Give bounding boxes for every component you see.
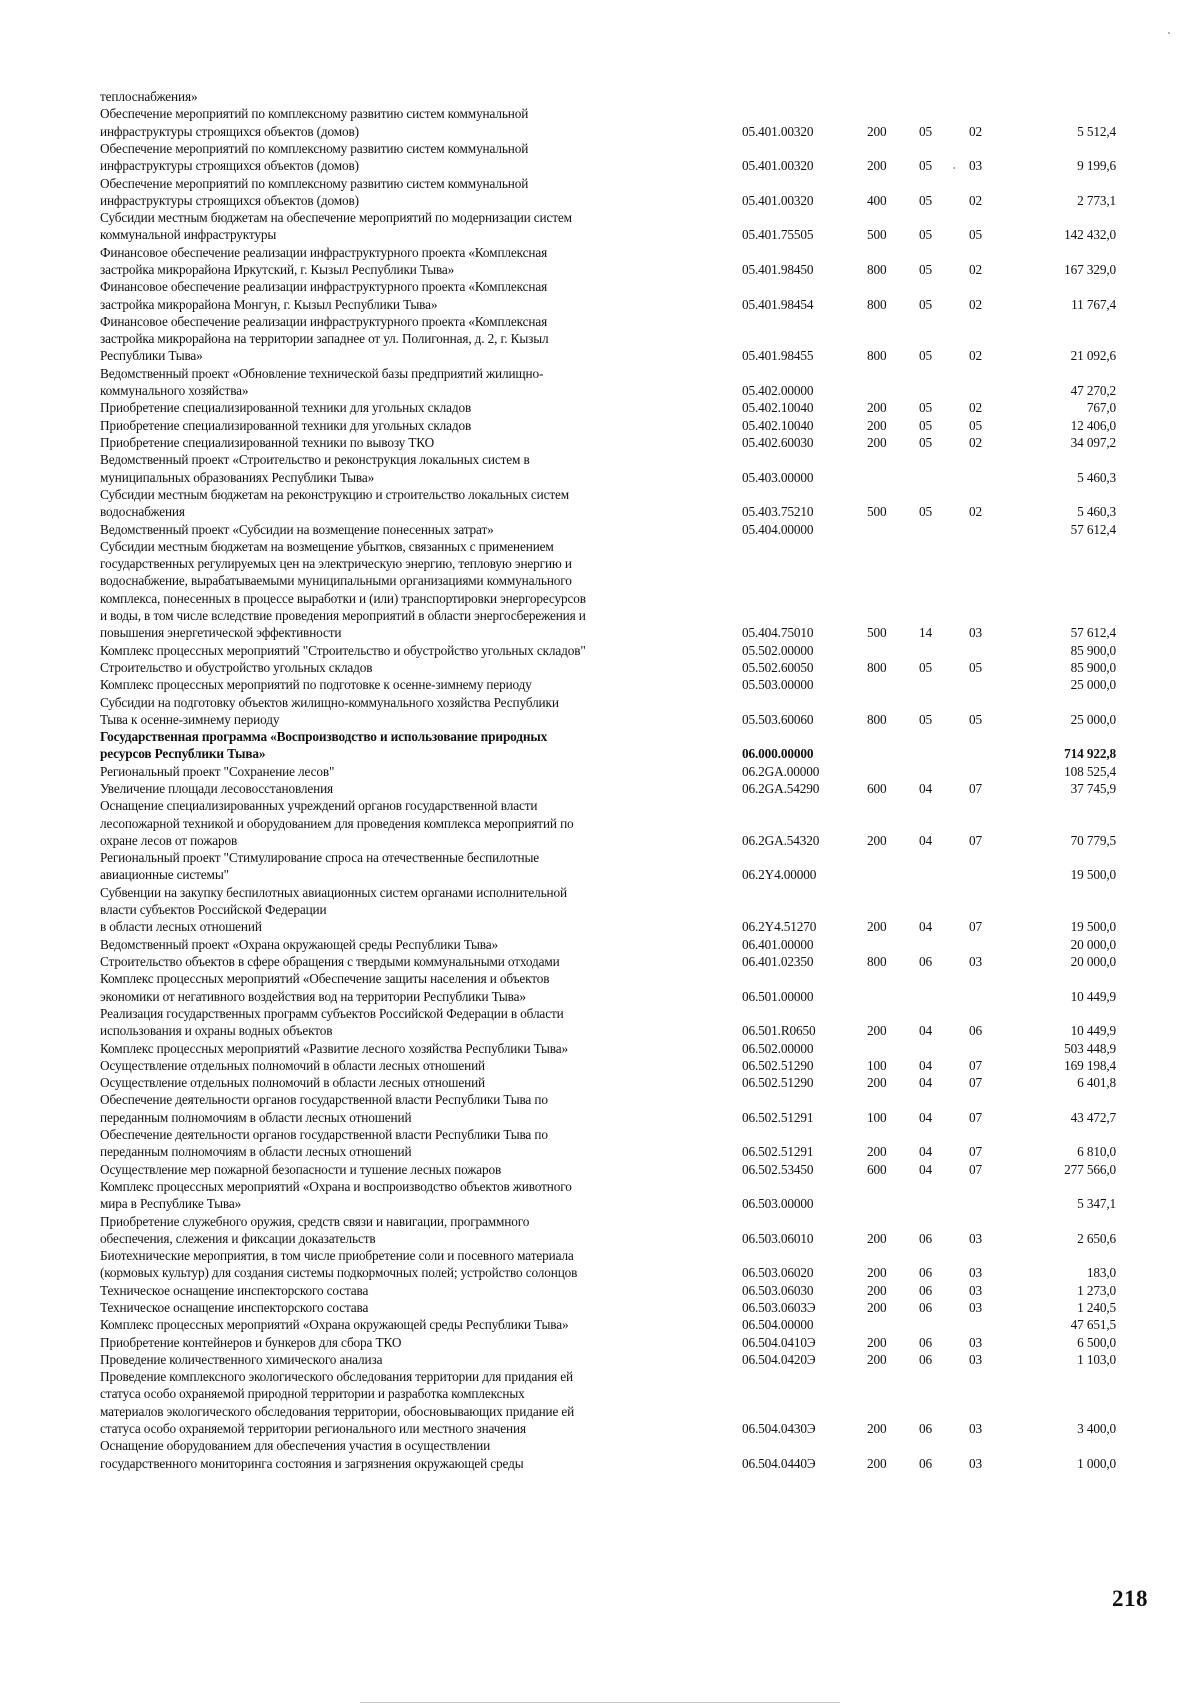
row-code: 05.404.75010	[742, 625, 814, 641]
row-sum: 142 432,0	[1064, 227, 1116, 243]
row-sum: 767,0	[1086, 400, 1116, 416]
row-name: Техническое оснащение инспекторского состава	[100, 1300, 369, 1315]
row-code: 06.504.0440Э	[742, 1455, 816, 1471]
row-code: 05.404.00000	[742, 521, 814, 537]
row-sum: 167 329,0	[1064, 261, 1116, 277]
row-code: 06.000.00000	[742, 746, 814, 762]
row-name: Ведомственный проект «Охрана окружающей среды Республики Тыва»	[100, 936, 499, 952]
page-number: 218	[1112, 1586, 1148, 1611]
row-code: 06.504.0420Э	[742, 1351, 816, 1367]
row-sum: 25 000,0	[1070, 711, 1116, 727]
row-code: 06.401.00000	[742, 936, 814, 952]
table-row	[0, 953, 1200, 970]
table-row	[0, 936, 1200, 953]
row-section: 06	[919, 1421, 932, 1437]
row-section: 06	[919, 1455, 932, 1471]
row-code: 06.504.0430Э	[742, 1421, 816, 1437]
row-sum: 37 745,9	[1070, 781, 1116, 796]
row-sum: 57 612,4	[1070, 625, 1116, 641]
row-sum: 1 103,0	[1077, 1351, 1116, 1367]
row-name: Субсидии на подготовку объектов жилищно-коммунального хозяйства Республики Тыва к осенне-зимнему периоду	[100, 694, 559, 727]
row-code: 06.502.51290	[742, 1057, 814, 1073]
table-row	[0, 434, 1200, 451]
row-name: Комплекс процессных мероприятий «Развитие лесного хозяйства Республики Тыва»	[100, 1040, 568, 1056]
row-sum: 6 500,0	[1077, 1334, 1116, 1350]
row-expense-type: 200	[867, 1334, 887, 1350]
row-code: 05.502.00000	[742, 642, 814, 658]
table-row	[0, 1334, 1200, 1351]
row-subsection: 05	[969, 227, 982, 243]
row-section: 05	[919, 504, 932, 520]
row-expense-type: 500	[867, 227, 887, 243]
table-row	[0, 676, 1200, 693]
table-row	[0, 1247, 1200, 1282]
table-row	[0, 1351, 1200, 1368]
row-sum: 108 525,4	[1064, 763, 1116, 779]
row-sum: 5 512,4	[1077, 123, 1116, 139]
row-sum: 25 000,0	[1070, 677, 1116, 693]
row-section: 06	[919, 1334, 932, 1350]
table-row	[0, 1040, 1200, 1057]
row-expense-type: 200	[867, 1023, 887, 1039]
row-name: Обеспечение мероприятий по комплексному развитию систем коммунальной инфраструктуры строящихся объектов (домов)	[100, 106, 529, 139]
row-expense-type: 800	[867, 659, 887, 675]
row-name: Техническое оснащение инспекторского состава	[100, 1282, 369, 1298]
row-section: 14	[919, 625, 932, 641]
row-code: 06.502.00000	[742, 1040, 814, 1056]
row-name: Региональный проект "Стимулирование спроса на отечественные беспилотные авиационные системы"	[100, 850, 540, 883]
row-sum: 85 900,0	[1070, 659, 1116, 675]
row-name: Субвенции на закупку беспилотных авиационных систем органами исполнительной власти субъектов Российской Федерации в области лесных отношений	[100, 884, 567, 935]
table-row	[0, 209, 1200, 244]
row-code: 06.503.06030	[742, 1282, 814, 1298]
row-code: 06.2GA.54290	[742, 781, 820, 796]
table-row	[0, 694, 1200, 729]
row-expense-type: 600	[867, 781, 887, 796]
row-section: 04	[919, 1109, 932, 1125]
row-section: 05	[919, 296, 932, 312]
row-subsection: 02	[969, 348, 982, 364]
row-code: 05.402.10040	[742, 400, 814, 416]
row-name: Проведение комплексного экологического обследования территории для придания ей статуса особо охраняемой природной территории и разработка комплексных материалов экологического обследования территории, обосновывающих придание ей статуса особо охраняемой территории регионального или местного значения	[100, 1369, 575, 1437]
row-sum: 183,0	[1086, 1265, 1116, 1281]
row-section: 05	[919, 417, 932, 433]
row-code: 05.401.98454	[742, 296, 814, 312]
row-name: Комплекс процессных мероприятий по подготовке к осенне-зимнему периоду	[100, 677, 532, 693]
row-expense-type: 100	[867, 1057, 887, 1073]
table-row	[0, 763, 1200, 780]
row-expense-type: 200	[867, 1421, 887, 1437]
row-sum: 21 092,6	[1070, 348, 1116, 364]
row-subsection: 02	[969, 400, 982, 416]
table-row	[0, 797, 1200, 849]
row-subsection: 02	[969, 192, 982, 208]
row-subsection: 03	[969, 1455, 982, 1471]
table-row	[0, 1161, 1200, 1178]
row-code: 06.2Y4.00000	[742, 867, 817, 883]
row-name: Субсидии местным бюджетам на обеспечение мероприятий по модернизации систем коммунальной инфраструктуры	[100, 210, 572, 243]
row-expense-type: 200	[867, 1230, 887, 1246]
row-name: Проведение количественного химического анализа	[100, 1351, 383, 1367]
row-subsection: 03	[969, 1421, 982, 1437]
row-name: Оснащение оборудованием для обеспечения участия в осуществлении государственного мониторинга состояния и загрязнения окружающей среды	[100, 1438, 524, 1471]
row-code: 06.502.51291	[742, 1109, 814, 1125]
row-sum: 19 500,0	[1070, 919, 1116, 935]
row-expense-type: 800	[867, 348, 887, 364]
row-sum: 6 401,8	[1077, 1075, 1116, 1091]
row-section: 05	[919, 400, 932, 416]
row-sum: 10 449,9	[1070, 1023, 1116, 1039]
table-row	[0, 1316, 1200, 1333]
row-name: Ведомственный проект «Субсидии на возмещение понесенных затрат»	[100, 521, 494, 537]
row-subsection: 02	[969, 504, 982, 520]
row-name: Приобретение специализированной техники по вывозу ТКО	[100, 435, 435, 450]
row-sum: 5 460,3	[1077, 504, 1116, 520]
row-subsection: 07	[969, 781, 982, 796]
row-expense-type: 800	[867, 711, 887, 727]
row-expense-type: 200	[867, 158, 887, 174]
row-sum: 9 199,6	[1077, 158, 1116, 174]
row-section: 04	[919, 1075, 932, 1091]
row-section: 06	[919, 1265, 932, 1281]
row-sum: 10 449,9	[1070, 988, 1116, 1004]
row-sum: 11 767,4	[1071, 296, 1116, 312]
row-section: 05	[919, 123, 932, 139]
scan-speck	[953, 167, 955, 169]
row-expense-type: 800	[867, 954, 887, 969]
row-expense-type: 200	[867, 400, 887, 416]
row-section: 05	[919, 192, 932, 208]
row-code: 05.401.00320	[742, 158, 814, 174]
row-expense-type: 800	[867, 261, 887, 277]
row-section: 05	[919, 348, 932, 364]
table-row	[0, 175, 1200, 210]
row-section: 04	[919, 1144, 932, 1160]
row-expense-type: 200	[867, 435, 887, 450]
row-name: Осуществление отдельных полномочий в области лесных отношений	[100, 1057, 486, 1073]
table-row	[0, 728, 1200, 763]
row-code: 06.2GA.54320	[742, 832, 820, 848]
row-name: Обеспечение деятельности органов государственной власти Республики Тыва по переданным полномочиям в области лесных отношений	[100, 1092, 548, 1125]
row-name: Обеспечение мероприятий по комплексному развитию систем коммунальной инфраструктуры строящихся объектов (домов)	[100, 175, 529, 208]
row-code: 06.503.00000	[742, 1196, 814, 1212]
row-section: 04	[919, 832, 932, 848]
row-code: 06.501.R0650	[742, 1023, 816, 1039]
table-row	[0, 417, 1200, 434]
row-name: Комплекс процессных мероприятий "Строительство и обустройство угольных складов"	[100, 642, 586, 658]
row-code: 05.503.00000	[742, 677, 814, 693]
table-row	[0, 1368, 1200, 1437]
row-code: 06.502.53450	[742, 1161, 814, 1177]
row-subsection: 03	[969, 1282, 982, 1298]
row-sum: 6 810,0	[1077, 1144, 1116, 1160]
table-row	[0, 1178, 1200, 1213]
row-name: Оснащение специализированных учреждений органов государственной власти лесопожарной техникой и оборудованием для проведения комплекса мероприятий по охране лесов от пожаров	[100, 798, 574, 848]
row-name: Финансовое обеспечение реализации инфраструктурного проекта «Комплексная застройка микрорайона Иркутский, г. Кызыл Республики Тыва»	[100, 244, 548, 277]
row-code: 06.2Y4.51270	[742, 919, 817, 935]
table-row	[0, 451, 1200, 486]
table-row	[0, 659, 1200, 676]
row-name: Обеспечение мероприятий по комплексному развитию систем коммунальной инфраструктуры строящихся объектов (домов)	[100, 140, 529, 174]
row-code: 05.401.75505	[742, 227, 814, 243]
row-code: 05.401.00320	[742, 123, 814, 139]
row-section: 06	[919, 1351, 932, 1367]
row-name: Осуществление отдельных полномочий в области лесных отношений	[100, 1075, 486, 1091]
row-subsection: 07	[969, 1109, 982, 1125]
row-subsection: 03	[969, 625, 982, 641]
row-sum: 43 472,7	[1070, 1109, 1116, 1125]
table-row	[0, 1437, 1200, 1472]
row-section: 04	[919, 1023, 932, 1039]
row-name: Увеличение площади лесовосстановления	[100, 781, 334, 796]
table-row	[0, 884, 1200, 936]
row-expense-type: 200	[867, 1144, 887, 1160]
row-name: Финансовое обеспечение реализации инфраструктурного проекта «Комплексная застройка микрорайона Монгун, г. Кызыл Республики Тыва»	[100, 279, 548, 312]
table-row	[0, 780, 1200, 797]
row-sum: 1 000,0	[1077, 1455, 1116, 1471]
row-code: 06.504.00000	[742, 1317, 814, 1333]
row-sum: 12 406,0	[1070, 417, 1116, 433]
row-subsection: 05	[969, 711, 982, 727]
row-section: 05	[919, 435, 932, 450]
row-code: 05.401.98455	[742, 348, 814, 364]
row-name: Строительство объектов в сфере обращения с твердыми коммунальными отходами	[100, 954, 560, 969]
table-row	[0, 278, 1200, 313]
row-code: 06.401.02350	[742, 954, 814, 969]
row-subsection: 03	[969, 1230, 982, 1246]
row-name: Комплекс процессных мероприятий «Охрана и воспроизводство объектов животного мира в Республике Тыва»	[100, 1178, 572, 1212]
row-name: Ведомственный проект «Обновление технической базы предприятий жилищно- коммунального хозяйства»	[100, 365, 544, 399]
row-sum: 1 240,5	[1077, 1300, 1116, 1315]
row-section: 06	[919, 1300, 932, 1315]
row-name: Ведомственный проект «Строительство и реконструкция локальных систем в муниципальных образованиях Республики Тыва»	[100, 452, 530, 485]
table-row	[0, 1299, 1200, 1316]
row-code: 06.504.0410Э	[742, 1334, 816, 1350]
row-subsection: 02	[969, 123, 982, 139]
row-expense-type: 600	[867, 1161, 887, 1177]
row-section: 04	[919, 1057, 932, 1073]
row-expense-type: 100	[867, 1109, 887, 1125]
table-row	[0, 1091, 1200, 1126]
scan-speck	[1168, 32, 1170, 34]
table-row	[0, 642, 1200, 659]
row-expense-type: 500	[867, 504, 887, 520]
table-row	[0, 1005, 1200, 1040]
row-section: 05	[919, 227, 932, 243]
table-row	[0, 140, 1200, 175]
row-subsection: 07	[969, 1057, 982, 1073]
row-name: Комплекс процессных мероприятий «Обеспечение защиты населения и объектов экономики от негативного воздействия вод на территории Республики Тыва»	[100, 971, 550, 1004]
row-subsection: 02	[969, 296, 982, 312]
row-section: 06	[919, 1282, 932, 1298]
row-name: Осуществление мер пожарной безопасности и тушение лесных пожаров	[100, 1161, 502, 1177]
row-sum: 714 922,8	[1064, 746, 1116, 762]
row-expense-type: 200	[867, 1300, 887, 1315]
row-name: Государственная программа «Воспроизводство и использование природных ресурсов Республики Тыва»	[100, 729, 548, 762]
table-row	[0, 105, 1200, 140]
row-section: 05	[919, 158, 932, 174]
row-code: 05.403.75210	[742, 504, 814, 520]
row-code: 05.502.60050	[742, 659, 814, 675]
row-sum: 20 000,0	[1070, 936, 1116, 952]
row-code: 06.503.06020	[742, 1265, 814, 1281]
row-code: 05.402.60030	[742, 435, 814, 450]
table-row	[0, 1213, 1200, 1248]
row-code: 05.403.00000	[742, 469, 814, 485]
row-code: 06.503.06010	[742, 1230, 814, 1246]
row-name: Региональный проект "Сохранение лесов"	[100, 763, 335, 779]
table-row	[0, 521, 1200, 538]
row-name: Приобретение служебного оружия, средств связи и навигации, программного обеспечения, слежения и фиксации доказательств	[100, 1213, 530, 1246]
row-code: 06.502.51291	[742, 1144, 814, 1160]
row-expense-type: 800	[867, 296, 887, 312]
row-subsection: 07	[969, 919, 982, 935]
scan-edge-line	[360, 1702, 840, 1703]
row-subsection: 05	[969, 659, 982, 675]
row-name: Биотехнические мероприятия, в том числе приобретение соли и посевного материала (кормовых культур) для создания системы подкормочных полей; устройство солонцов	[100, 1248, 578, 1281]
row-subsection: 02	[969, 435, 982, 450]
row-name: Обеспечение деятельности органов государственной власти Республики Тыва по переданным полномочиям в области лесных отношений	[100, 1127, 548, 1160]
row-sum: 47 270,2	[1070, 383, 1116, 399]
table-row	[0, 1057, 1200, 1074]
row-sum: 503 448,9	[1064, 1040, 1116, 1056]
row-section: 05	[919, 261, 932, 277]
row-expense-type: 200	[867, 919, 887, 935]
row-code: 06.503.0603Э	[742, 1300, 816, 1315]
row-subsection: 03	[969, 1300, 982, 1315]
row-subsection: 06	[969, 1023, 982, 1039]
row-sum: 34 097,2	[1070, 435, 1116, 450]
row-subsection: 05	[969, 417, 982, 433]
row-expense-type: 200	[867, 1351, 887, 1367]
row-name: Субсидии местным бюджетам на возмещение убытков, связанных с применением государственных регулируемых цен на электрическую энергию, тепловую энергию и водоснабжение, вырабатываемыми муниципальными организациями коммунального комплекса, понесенных в процессе выработки и (или) транспортировки энергоресурсов и воды, в том числе вследствие проведения мероприятий в области энергосбережения и повышения энергетической эффективности	[100, 538, 586, 641]
row-expense-type: 200	[867, 1282, 887, 1298]
row-section: 04	[919, 919, 932, 935]
row-sum: 2 650,6	[1077, 1230, 1116, 1246]
table-row	[0, 486, 1200, 521]
row-sum: 169 198,4	[1064, 1057, 1116, 1073]
row-expense-type: 200	[867, 832, 887, 848]
row-subsection: 03	[969, 954, 982, 969]
row-name: Субсидии местным бюджетам на реконструкцию и строительство локальных систем водоснабжения	[100, 486, 570, 520]
table-row	[0, 365, 1200, 400]
row-expense-type: 200	[867, 417, 887, 433]
table-row	[0, 849, 1200, 884]
table-row	[0, 970, 1200, 1005]
row-code: 05.503.60060	[742, 711, 814, 727]
row-name: Финансовое обеспечение реализации инфраструктурного проекта «Комплексная застройка микрорайона на территории западнее от ул. Полигонная, д. 2, г. Кызыл Республики Тыва»	[100, 313, 549, 364]
row-name: Комплекс процессных мероприятий «Охрана окружающей среды Республики Тыва»	[100, 1317, 569, 1333]
row-section: 05	[919, 659, 932, 675]
row-sum: 20 000,0	[1070, 954, 1116, 969]
row-subsection: 07	[969, 1161, 982, 1177]
row-name: Реализация государственных программ субъектов Российской Федерации в области использования и охраны водных объектов	[100, 1005, 564, 1039]
row-name: Приобретение специализированной техники для угольных складов	[100, 400, 472, 416]
table-row	[0, 399, 1200, 416]
row-subsection: 07	[969, 1075, 982, 1091]
row-sum: 2 773,1	[1077, 192, 1116, 208]
row-sum: 5 460,3	[1077, 469, 1116, 485]
row-sum: 277 566,0	[1064, 1161, 1116, 1177]
row-code: 05.402.00000	[742, 383, 814, 399]
table-row	[0, 313, 1200, 365]
row-expense-type: 200	[867, 1075, 887, 1091]
row-section: 06	[919, 1230, 932, 1246]
table-row	[0, 244, 1200, 279]
row-expense-type: 400	[867, 192, 887, 208]
row-subsection: 07	[969, 832, 982, 848]
row-name: Приобретение специализированной техники для угольных складов	[100, 417, 472, 433]
row-name: Строительство и обустройство угольных складов	[100, 659, 373, 675]
row-sum: 19 500,0	[1070, 867, 1116, 883]
row-sum: 47 651,5	[1070, 1317, 1116, 1333]
row-subsection: 03	[969, 1334, 982, 1350]
row-section: 04	[919, 1161, 932, 1177]
table-row	[0, 1126, 1200, 1161]
row-expense-type: 200	[867, 1455, 887, 1471]
row-subsection: 02	[969, 261, 982, 277]
row-expense-type: 200	[867, 1265, 887, 1281]
row-code: 05.402.10040	[742, 417, 814, 433]
row-name: теплоснабжения»	[100, 89, 198, 104]
row-code: 05.401.98450	[742, 261, 814, 277]
table-row	[0, 88, 1200, 105]
table-row	[0, 1074, 1200, 1091]
row-code: 05.401.00320	[742, 192, 814, 208]
row-code: 06.502.51290	[742, 1075, 814, 1091]
row-expense-type: 500	[867, 625, 887, 641]
row-subsection: 03	[969, 1351, 982, 1367]
row-subsection: 03	[969, 158, 982, 174]
row-sum: 57 612,4	[1070, 521, 1116, 537]
row-sum: 3 400,0	[1077, 1421, 1116, 1437]
row-sum: 5 347,1	[1077, 1196, 1116, 1212]
row-section: 06	[919, 954, 932, 969]
table-row	[0, 1282, 1200, 1299]
row-section: 04	[919, 781, 932, 796]
row-subsection: 07	[969, 1144, 982, 1160]
row-code: 06.2GA.00000	[742, 763, 820, 779]
row-code: 06.501.00000	[742, 988, 814, 1004]
row-sum: 85 900,0	[1070, 642, 1116, 658]
row-name: Приобретение контейнеров и бункеров для сбора ТКО	[100, 1334, 402, 1350]
row-sum: 70 779,5	[1070, 832, 1116, 848]
row-expense-type: 200	[867, 123, 887, 139]
row-sum: 1 273,0	[1077, 1282, 1116, 1298]
row-section: 05	[919, 711, 932, 727]
row-subsection: 03	[969, 1265, 982, 1281]
table-row	[0, 538, 1200, 642]
